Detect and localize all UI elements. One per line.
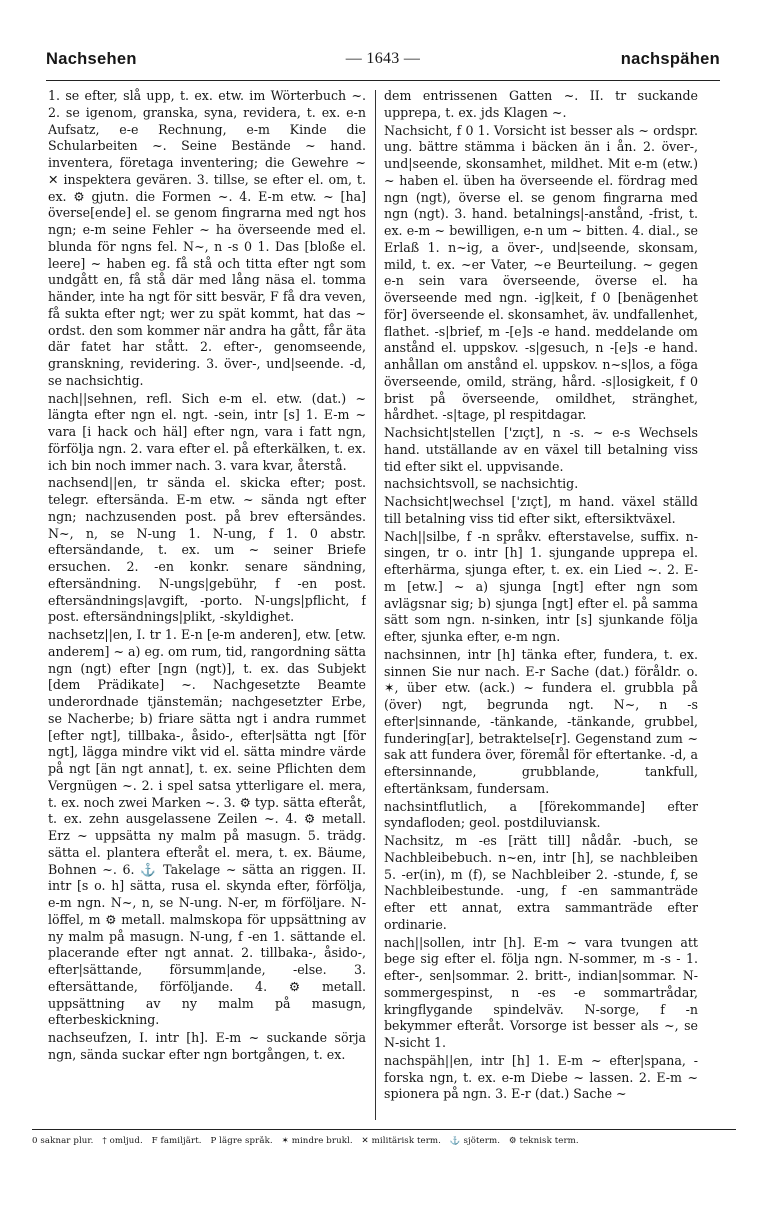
header-left-word: Nachsehen — [46, 50, 137, 68]
entry-nachseufzen: nachseufzen, I. intr [h]. E-m ~ suckande sörja ngn, sända suckar efter ngn bortgången, t. ex. — [48, 1030, 366, 1062]
legend-item: F familjärt. — [151, 1136, 202, 1146]
left-column — [48, 88, 366, 1122]
entry-nachspaehen: nachspäh||en, intr [h] 1. E-m ~ efter|spana, -forska ngn, t. ex. e-m Diebe ~ lassen. 2. E-m ~ spionera på ngn. 3. E-r (dat.) Sache ~ — [384, 1052, 698, 1102]
entry-nachsilbe: Nach||silbe, f -n språkv. efterstavelse, suffix. n-singen, tr o. intr [h] 1. sjungande upprepa el. efterhärma, sjunga efter, t. ex. ein Lied ~. 2. E-m [etw.] ~ a) sjunga [ngt] efter ngn som avlägsnar sig; b) sjunga [ngt] efter el. på samma sätt som ngn. n-sinken, intr [s] sjunkande följa efter, sjunka efter, e-m ngn. — [384, 528, 698, 644]
legend-item: 0 saknar plur. — [32, 1136, 94, 1146]
entry-nachsintflutlich: nachsintflutlich, a [förekommande] efter syndafloden; geol. postdiluviansk. — [384, 798, 698, 831]
entry-nachsichtstellen: Nachsicht|stellen ['zɪçt], n -s. ~ e-s Wechsels hand. utställande av en växel till betalning viss tid efter sikt el. uppvisande. — [384, 425, 698, 474]
legend-item: ⚓ sjöterm. — [449, 1136, 501, 1146]
entry-nachsehen-continued: 1. se efter, slå upp, t. ex. etw. im Wörterbuch ~. 2. se igenom, granska, syna, revidera, t. ex. e-n Aufsatz, e-e Rechnung, e-m Kinde die Schularbeiten ~. Seine Bestände ~ hand. inventera, företaga inventering; die Gewehre ~ ✕ inspektera gevären. 3. tillse, se efter el. om, t. ex. ⚙ gjutn. die Formen ~. 4. E-m etw. ~ [ha] överse[ende] el. se genom fingrarna med ngt hos ngn; e-m seine Fehler ~ ha överseende med el. blunda för ngns fel. N~, n -s 0 1. Das [bloße el. leere] ~ haben eg. få stå och titta efter ngt som undgått en, få stå där med lång näsa el. tomma händer, inte ha ngt för sitt besvär, F få dra veven, få sukta efter ngt; wer zu spät kommt, hat das ~ ordst. den som kommer när andra ha gått, får äta där fatet har stått. 2. efter-, genomseende, granskning, revidering. 3. över-, und|seende. -d, se nachsichtig. — [48, 88, 366, 388]
entry-nachseufzen-continued: dem entrissenen Gatten ~. II. tr suckande upprepa, t. ex. jds Klagen ~. — [384, 88, 698, 120]
abbreviation-legend — [32, 1136, 736, 1146]
entry-nachsinnen: nachsinnen, intr [h] tänka efter, fundera, t. ex. sinnen Sie nur nach. E-r Sache (dat.) föråldr. o. ✶, über etw. (ack.) ~ fundera el. grubbla på (över) ngt, begrunda ngt. N~, n -s efter|sinnande, -tänkande, -tänkande, grubbel, fundering[ar], betraktelse[r]. Gegenstand zum ~ sak att fundera över, föremål för eftertanke. -d, a eftersinnande, grubblande, tankfull, eftertänksam, fundersam. — [384, 646, 698, 796]
entry-nachsichtsvoll: nachsichtsvoll, se nachsichtig. — [384, 476, 579, 492]
header-rule — [46, 80, 720, 81]
legend-item: ⚙ teknisk term. — [508, 1136, 579, 1146]
legend-item: ✕ militärisk term. — [361, 1136, 441, 1146]
entry-nachsetzen: nachsetz||en, I. tr 1. E-n [e-m anderen], etw. [etw. anderem] ~ a) eg. om rum, tid, rangordning sätta ngn (ngt) efter [ngn (ngt)], t. ex. das Subjekt [dem Prädikate] ~. Nachgesetzte Beamte underordnade tjänstemän; nachgesetzter Erbe, se Nacherbe; b) friare sätta ngt i andra rummet [efter ngt], tillbaka-, åsido-, efter|sätta ngt [för ngt], lägga mindre vikt vid el. sätta mindre värde på ngt [än ngt annat], t. ex. seine Pflichten dem Vergnügen ~. 2. i spel satsa ytterligare el. mera, t. ex. noch zwei Marken ~. 3. ⚙ typ. sätta efteråt, t. ex. zehn ausgelassene Zeilen ~. 4. ⚙ metall. Erz ~ uppsätta ny malm på masugn. 5. trädg. sätta el. plantera efteråt el. mera, t. ex. Bäume, Bohnen ~. 6. ⚓ Takelage ~ sätta an riggen. II. intr [s o. h] sätta, rusa el. skynda efter, förfölja, e-m ngn. N~, n, se N-ung. N-er, m förföljare. N-löffel, m ⚙ metall. malmskopa för uppsättning av ny malm på masugn. N-ung, f -en 1. sättande el. placerande efter ngt annat. 2. tillbaka-, åsido-, efter|sättande, försumm|ande, -else. 3. eftersättande, förföljande. 4. ⚙ metall. uppsättning av ny malm på masugn, efterbeskickning. — [48, 627, 366, 1028]
header-right-word: nachspähen — [620, 50, 720, 68]
footer-rule — [32, 1129, 736, 1130]
page-number: — 1643 — — [345, 50, 421, 67]
entry-nachsehnen: nach||sehnen, refl. Sich e-m el. etw. (dat.) ~ längta efter ngn el. ngt. -sein, intr [s] 1. E-m ~ vara [i hack och häl] efter ngn, vara i fatt ngn, förfölja ngn. 2. vara efter el. på efterkälken, t. ex. ich bin noch immer nach. 3. vara kvar, återstå. — [48, 390, 366, 473]
right-column — [384, 88, 698, 1122]
column-divider — [375, 90, 376, 1120]
legend-item: ✶ mindre brukl. — [281, 1136, 353, 1146]
legend-item: † omljud. — [102, 1136, 143, 1146]
entry-nachsollen: nach||sollen, intr [h]. E-m ~ vara tvungen att bege sig efter el. följa ngn. N-sommer, m -s - 1. efter-, sen|sommar. 2. britt-, indian|sommar. N-sommergespinst, n -es -e sommartrådar, kringflygande spindelväv. N-sorge, f -n bekymmer efteråt. Vorsorge ist besser als ~, se N-sicht 1. — [384, 934, 698, 1050]
entry-nachsichtwechsel: Nachsicht|wechsel ['zɪçt], m hand. växel ställd till betalning viss tid efter sikt, eftersiktväxel. — [384, 494, 698, 526]
entry-nachsitz: Nachsitz, m -es [rätt till] nådår. -buch, se Nachbleibebuch. n~en, intr [h], se nachbleiben 5. -er(in), m (f), se Nachbleiber 2. -stunde, f, se Nachbleibestunde. -ung, f -en sammanträde efter ett annat, extra sammanträde efter ordinarie. — [384, 833, 698, 932]
entry-nachsenden: nachsend||en, tr sända el. skicka efter; post. telegr. eftersända. E-m etw. ~ sända ngt efter ngn; nachzusenden post. på brev eftersändes. N~, n, se N-ung 1. N-ung, f 1. 0 abstr. eftersändande, t. ex. um ~ seiner Briefe ersuchen. 2. -en konkr. senare sändning, eftersändning. N-ungs|gebühr, f -en post. eftersändnings|avgift, -porto. N-ungs|pflicht, f post. eftersändnings|plikt, -skyldighet. — [48, 475, 366, 625]
legend-item: P lägre språk. — [210, 1136, 273, 1146]
running-header — [46, 50, 720, 76]
entry-nachsicht: Nachsicht, f 0 1. Vorsicht ist besser als ~ ordspr. ung. bättre stämma i bäcken än i ån. 2. över-, und|seende, skonsamhet, mildhet. Mit e-m (etw.) ~ haben el. üben ha överseende el. fördrag med ngn (ngt), överse el. se genom fingrarna med ngn (ngt). 3. hand. betalnings|-anstånd, -frist, t. ex. e-m ~ bewilligen, e-n um ~ bitten. 4. dial., se Erlaß 1. n~ig, a över-, und|seende, skonsam, mild, t. ex. ~er Vater, ~e Beurteilung. ~ gegen e-n sein vara överseende, överse el. ha överseende med ngn. -ig|keit, f 0 [benägenhet för] överseende el. skonsamhet, äv. undfallenhet, flathet. -s|brief, m -[e]s -e hand. meddelande om anstånd el. uppskov. -s|gesuch, n -[e]s -e hand. anhållan om anstånd el. uppskov. n~s|los, a föga överseende, omild, sträng, hård. -s|losigkeit, f 0 brist på överseende, omildhet, stränghet, hårdhet. -s|tage, pl respitdagar. — [384, 122, 698, 423]
